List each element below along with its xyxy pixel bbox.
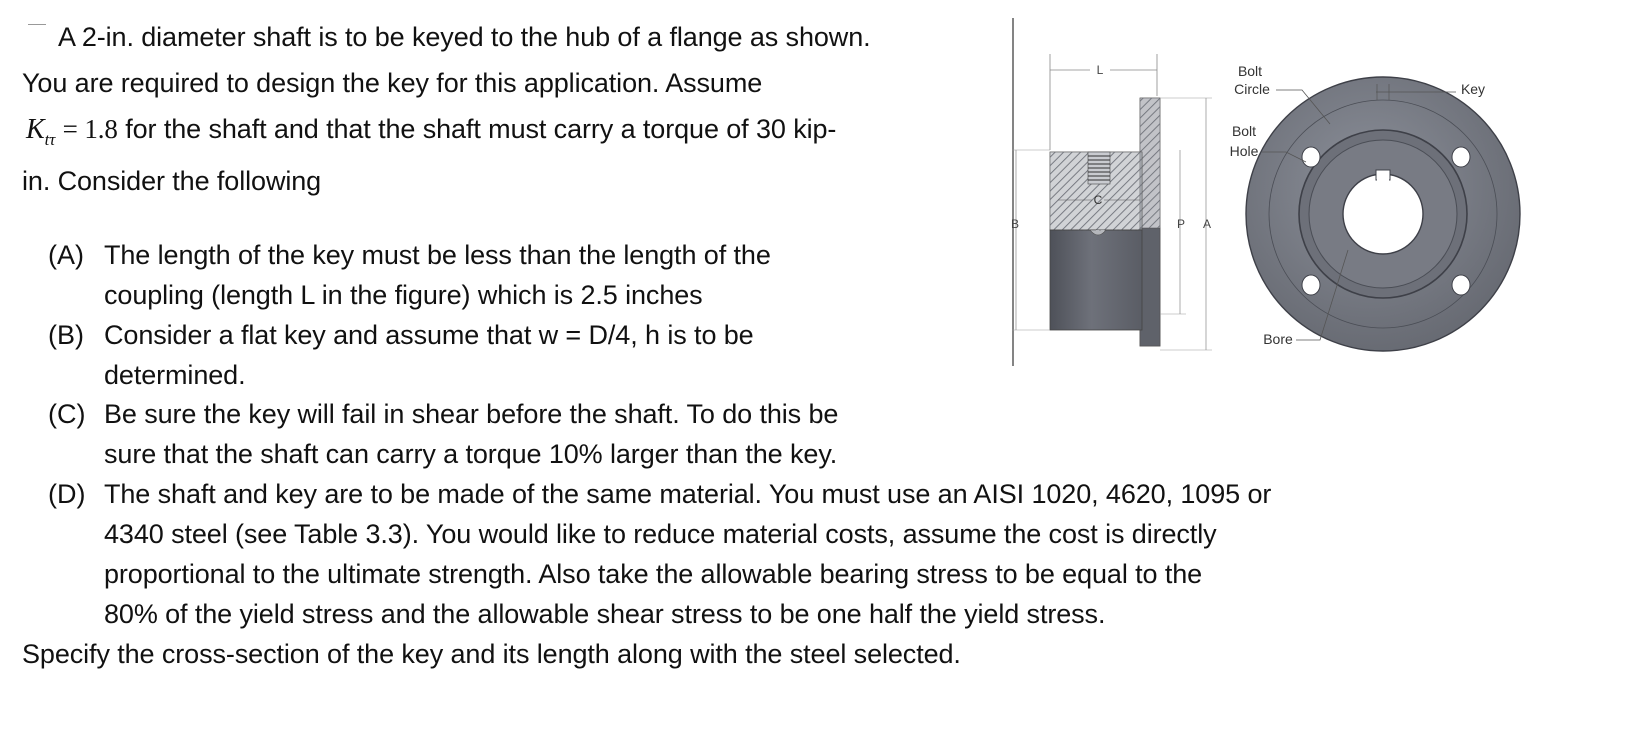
dim-label-p: P [1176, 217, 1186, 231]
item-d-line-1: The shaft and key are to be made of the same material. You must use an AISI 1020, 4620, 1095 or [104, 479, 1272, 509]
intro-line-4: in. Consider the following [22, 166, 322, 196]
bolt-hole-upper-left [1302, 147, 1320, 167]
intro-line-1: A 2-in. diameter shaft is to be keyed to the hub of a flange as shown. [58, 22, 871, 52]
dim-label-l: L [1096, 63, 1104, 77]
label-bore: Bore [1263, 331, 1293, 347]
dim-label-a: A [1202, 217, 1212, 231]
label-bolt-hole-2: Hole [1229, 143, 1259, 159]
item-b-label: (B) [48, 320, 84, 350]
item-c-label: (C) [48, 399, 86, 429]
item-a-line-1: The length of the key must be less than the length of the [104, 240, 771, 270]
dim-label-b: B [1010, 217, 1020, 231]
top-margin-mark [28, 24, 46, 25]
k-subscript: tτ [44, 130, 56, 149]
bolt-hole-lower-right [1452, 275, 1470, 295]
intro-line-3-rest: for the shaft and that the shaft must carry a torque of 30 kip- [125, 114, 837, 144]
side-view [1011, 54, 1212, 350]
bolt-hole-upper-right [1452, 147, 1470, 167]
item-d-line-3: proportional to the ultimate strength. Also take the allowable bearing stress to be equal to the [104, 559, 1203, 589]
k-value: = 1.8 [62, 114, 118, 144]
bore-hole [1343, 174, 1423, 254]
item-a-label: (A) [48, 240, 84, 270]
item-a-line-2: coupling (length L in the figure) which is 2.5 inches [104, 280, 703, 310]
item-d-line-4: 80% of the yield stress and the allowable shear stress to be one half the yield stress. [104, 599, 1106, 629]
label-bolt-circle-2: Circle [1234, 81, 1270, 97]
label-bolt-hole-1: Bolt [1231, 123, 1257, 139]
front-view [1230, 63, 1520, 351]
item-b-line-1: Consider a flat key and assume that w = D/4, h is to be [104, 320, 754, 350]
label-bolt-circle-1: Bolt [1237, 63, 1263, 79]
label-key: Key [1460, 81, 1486, 97]
item-d-label: (D) [48, 479, 86, 509]
item-d-line-2: 4340 steel (see Table 3.3). You would like to reduce material costs, assume the cost is directly [104, 519, 1217, 549]
intro-line-3 [26, 112, 836, 150]
bolt-hole-lower-left [1302, 275, 1320, 295]
dim-label-c: C [1093, 193, 1103, 207]
k-symbol: K [26, 114, 45, 145]
item-c-line-1: Be sure the key will fail in shear before the shaft. To do this be [104, 399, 839, 429]
intro-line-2: You are required to design the key for this application. Assume [22, 68, 763, 98]
flange-figure [1010, 14, 1570, 374]
item-c-line-2: sure that the shaft can carry a torque 10% larger than the key. [104, 439, 838, 469]
closing-line: Specify the cross-section of the key and its length along with the steel selected. [22, 639, 961, 669]
item-b-line-2: determined. [104, 360, 246, 390]
